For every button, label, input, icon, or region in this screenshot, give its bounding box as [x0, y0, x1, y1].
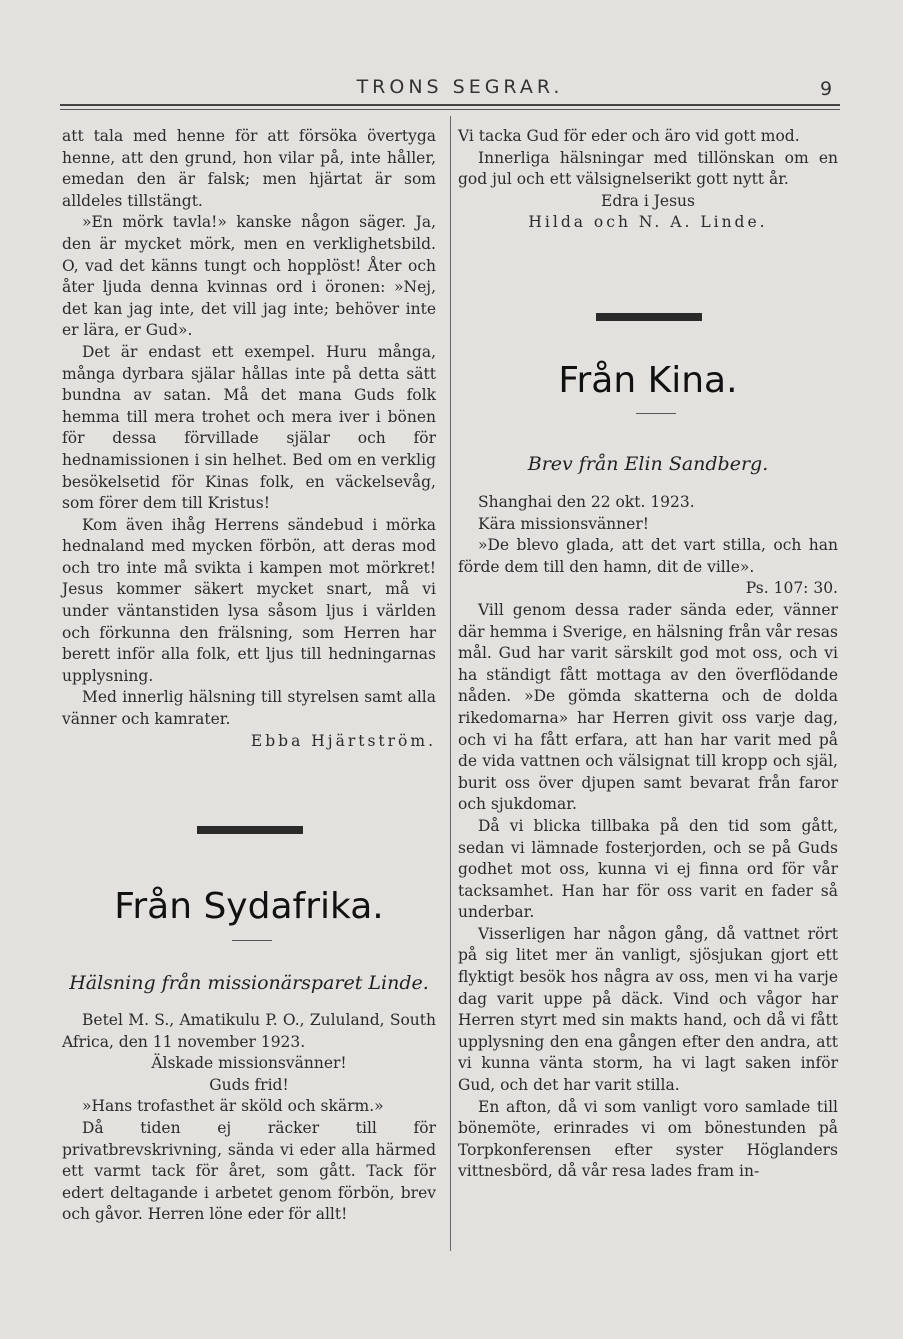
letter-salutation: Guds frid! — [209, 1075, 289, 1094]
section-subtitle: Hälsning från missionärsparet Linde. — [69, 972, 429, 994]
paragraph: Det är endast ett exempel. Huru många, många dyrbara själar hållas inte på detta sätt bundna av satan. Må det mana Guds folk hemma till mera trohet och mera iver i bönen för dessa förvillade själar och för hednamissionen i sin helhet. Bed om en verklig besökelsetid för Kinas folk, en väckelsevåg, som förer dem till Kristus! — [62, 342, 436, 513]
section-subtitle: Brev från Elin Sandberg. — [527, 453, 769, 475]
paragraph: Vi tacka Gud för eder och äro vid gott mod. — [458, 127, 800, 145]
letter-motto: »Hans trofasthet är sköld och skärm.» — [82, 1097, 384, 1116]
bible-reference: Ps. 107: 30. — [745, 579, 838, 598]
paragraph: att tala med henne för att försöka övertyga henne, att den grund, hon vilar på, inte håller, emedan den är falsk; men hjärtat är som alldeles tillstängt. — [62, 127, 436, 210]
letter-greeting: Älskade missionsvänner! — [151, 1054, 347, 1073]
letter-place-date: Shanghai den 22 okt. 1923. — [478, 493, 695, 511]
signature-closing: Edra i Jesus — [601, 191, 695, 210]
left-column — [62, 126, 436, 752]
signature: Ebba Hjärtström. — [250, 731, 436, 750]
header-rule — [60, 104, 840, 106]
letter-address: Betel M. S., Amatikulu P. O., Zululand, South Africa, den 11 november 1923. — [62, 1011, 436, 1051]
page-number: 9 — [820, 78, 833, 100]
paragraph: Kom även ihåg Herrens sändebud i mörka hednaland med mycken förbön, att deras mod och tro inte må svikta i kampen mot mörkret! Jesus kommer säkert mycket snart, må vi under väntanstiden lysa såsom ljus i världen och förkunna den frälsning, som Herren har berett inför alla folk, ett ljus till hedningarnas upplysning. — [62, 515, 436, 685]
paragraph: Då vi blicka tillbaka på den tid som gått, sedan vi lämnade fosterjorden, och se på Guds godhet mot oss, kunna vi ej finna ord för vår tacksamhet. Han har för oss varit en fader så underbar. — [458, 816, 838, 922]
ornament-divider — [197, 826, 303, 834]
signature-names: Hilda och N. A. Linde. — [528, 213, 768, 232]
ornament-divider — [596, 313, 702, 321]
paragraph: En afton, då vi som vanligt voro samlade till bönemöte, erinrades vi om bönestunden på Torpkonferensen efter syster Höglanders vittnesbörd, då vår resa lades fram in- — [458, 1097, 838, 1181]
paragraph: Då tiden ej räcker till för privatbrevskrivning, sända vi eder alla härmed ett varmt tack för året, som gått. Tack för edert deltagande i arbetet genom förbön, brev och gåvor. Herren löne eder för allt! — [62, 1118, 436, 1224]
right-column-top — [458, 126, 838, 234]
header-rule-thin — [60, 109, 840, 110]
bible-quote: »De blevo glada, att det vart stilla, och han förde dem till den hamn, dit de ville». — [458, 536, 838, 576]
paragraph: Visserligen har någon gång, då vattnet rört på sig litet mer än vanligt, sjösjukan gjort ett flyktigt besök hos några av oss, men vi ha varje dag varit uppe på däck. Vind och vågor har Herren styrt med sin makts hand, och då vi fått upplysning den ena gången efter den andra, att vi kunna vänta storm, ha vi lagt saken inför Gud, och det har varit stilla. — [458, 924, 838, 1095]
section-title-sydafrika: Från Sydafrika. — [114, 886, 384, 927]
paragraph: »En mörk tavla!» kanske någon säger. Ja, den är mycket mörk, men en verklighetsbild. O, vad det känns tungt och hopplöst! Åter och åter ljuda denna kvinnas ord i öronen: »Nej, det kan jag inte, det vill jag inte; behöver inte er lära, er Gud». — [62, 213, 436, 340]
sydafrika-letter — [62, 1010, 436, 1226]
letter-greeting: Kära missionsvänner! — [478, 514, 649, 533]
running-header-title: TRONS SEGRAR. — [356, 76, 564, 98]
paragraph: Med innerlig hälsning till styrelsen samt alla vänner och kamrater. — [62, 688, 436, 729]
title-rule — [232, 940, 272, 941]
paragraph: Vill genom dessa rader sända eder, vänner där hemma i Sverige, en hälsning från vår resas mål. Gud har varit särskilt god mot oss, och vi ha ständigt fått mottaga av den överflödande nåden. »De gömda skatterna och de dolda rikedomarna» har Herren givit oss varje dag, och vi ha fått erfara, att han har varit med på de vida vattnen och välsignat till kropp och själ, burit oss över djupen samt bevarat från faror och sjukdomar. — [458, 600, 838, 814]
title-rule — [636, 413, 676, 414]
section-title-kina: Från Kina. — [558, 360, 738, 401]
column-divider — [450, 116, 451, 1251]
kina-letter — [458, 492, 838, 1183]
paragraph: Innerliga hälsningar med tillönskan om en god jul och ett välsignelserikt gott nytt år. — [458, 148, 838, 189]
